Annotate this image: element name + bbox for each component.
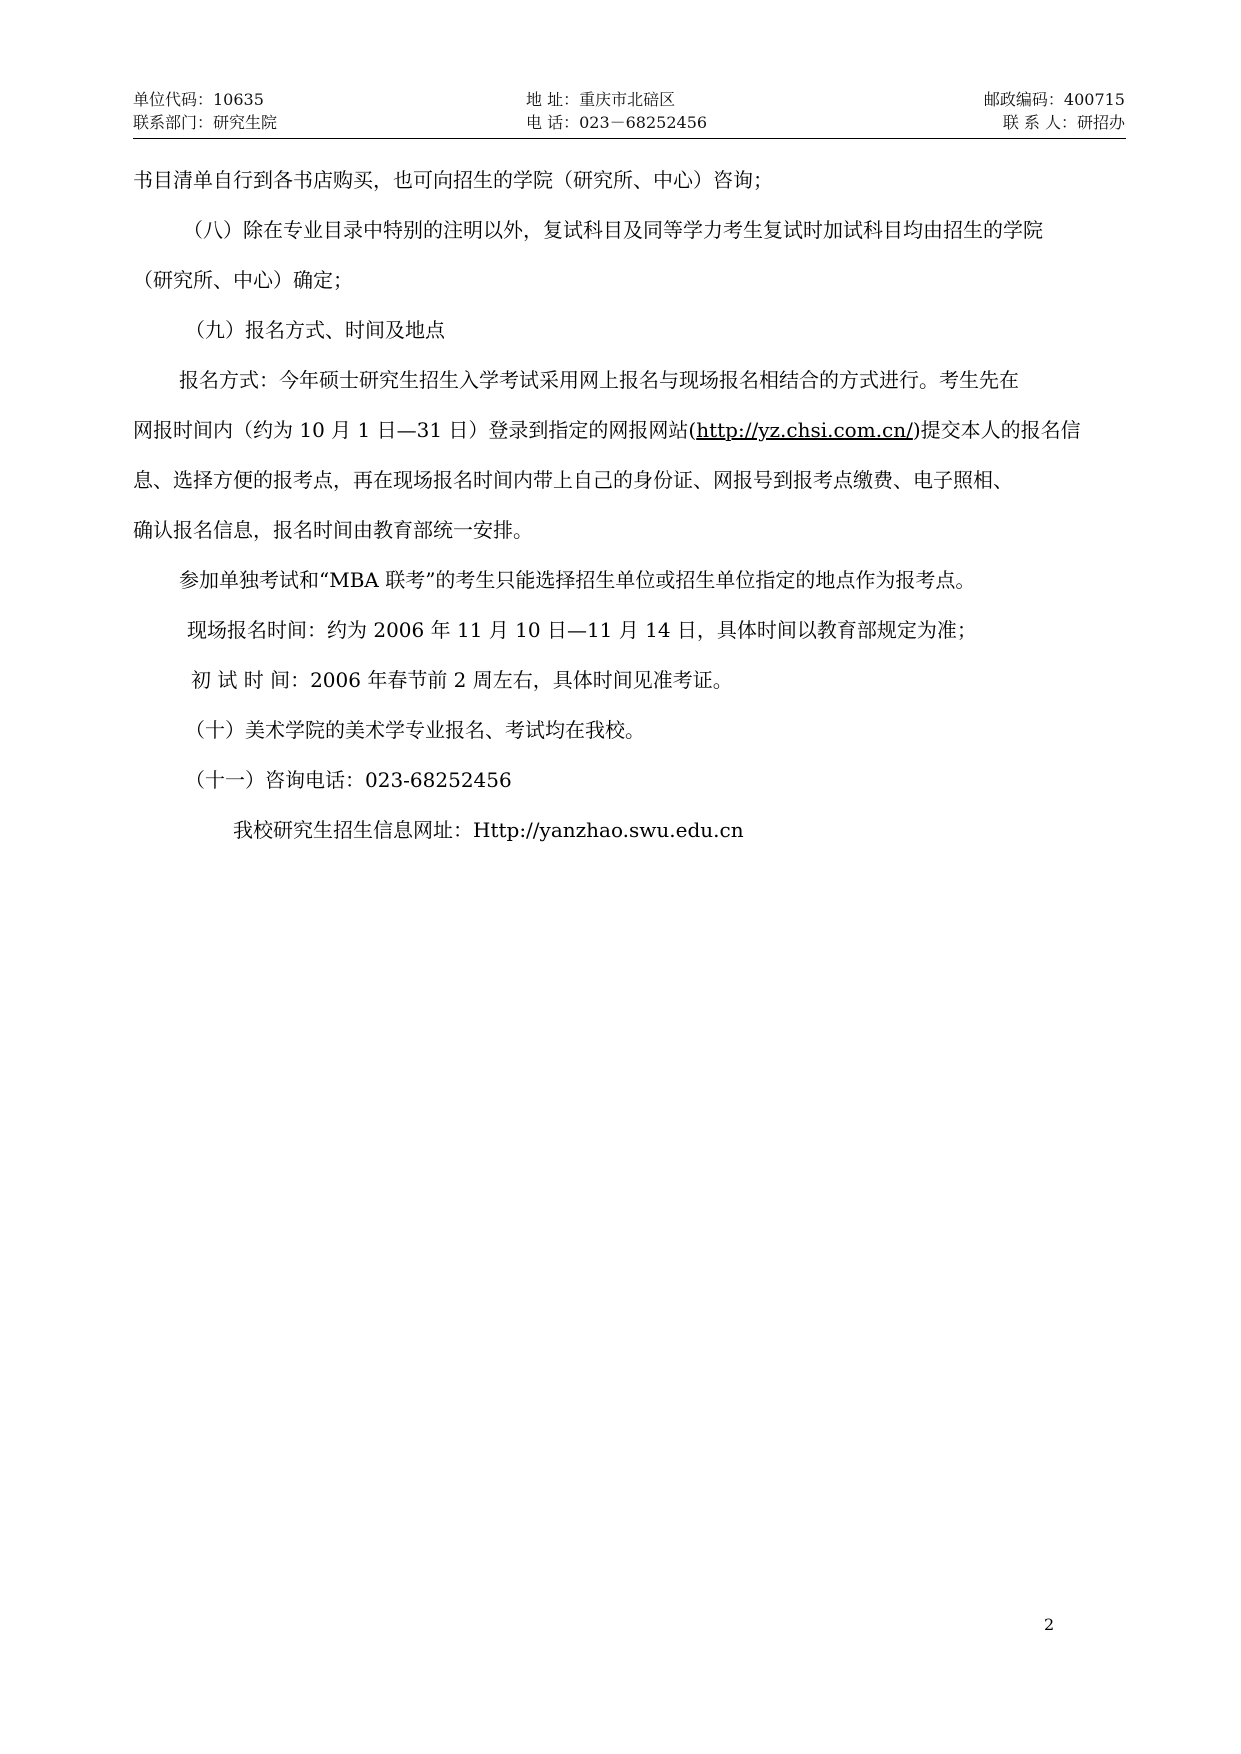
registration-line-2-text: 网报时间内（约为 10 月 1 日—31 日）登录到指定的网报网站( bbox=[133, 418, 697, 442]
exam-time: 初 试 时 间：2006 年春节前 2 周左右，具体时间见准考证。 bbox=[191, 668, 733, 692]
header-row-1 bbox=[133, 88, 1125, 111]
registration-line-2-tail: )提交本人的报名信 bbox=[912, 418, 1081, 442]
registration-line-4: 确认报名信息，报名时间由教育部统一安排。 bbox=[133, 518, 533, 542]
registration-line-1: 报名方式：今年硕士研究生招生入学考试采用网上报名与现场报名相结合的方式进行。考生先在 bbox=[179, 368, 1019, 392]
header-row-2 bbox=[133, 111, 1125, 134]
registration-line-3: 息、选择方便的报考点，再在现场报名时间内带上自己的身份证、网报号到报考点缴费、电子照相、 bbox=[133, 468, 1013, 492]
item-8-line-1: （八）除在专业目录中特别的注明以外，复试科目及同等学力考生复试时加试科目均由招生的学院 bbox=[183, 218, 1043, 242]
item-10: （十）美术学院的美术学专业报名、考试均在我校。 bbox=[185, 718, 645, 742]
header-divider bbox=[133, 138, 1126, 139]
registration-line-2 bbox=[133, 405, 1125, 455]
admission-website: 我校研究生招生信息网址：Http://yanzhao.swu.edu.cn bbox=[233, 818, 744, 842]
onsite-registration-time: 现场报名时间：约为 2006 年 11 月 10 日—11 月 14 日，具体时间以教育部规定为准； bbox=[187, 618, 977, 642]
mba-exam-note: 参加单独考试和“MBA 联考”的考生只能选择招生单位或招生单位指定的地点作为报考点。 bbox=[179, 568, 976, 592]
header-contact: 联 系 人：研招办 bbox=[1002, 113, 1125, 132]
item-11-phone: （十一）咨询电话：023-68252456 bbox=[185, 768, 512, 792]
paragraph-booklist: 书目清单自行到各书店购买，也可向招生的学院（研究所、中心）咨询； bbox=[133, 168, 773, 192]
header-department: 联系部门：研究生院 bbox=[133, 113, 278, 132]
item-8-line-2: （研究所、中心）确定； bbox=[133, 268, 353, 292]
page-header bbox=[133, 88, 1125, 134]
item-9-title: （九）报名方式、时间及地点 bbox=[185, 318, 445, 342]
document-body bbox=[133, 155, 1125, 855]
header-postcode: 邮政编码：400715 bbox=[983, 90, 1125, 109]
header-phone: 电 话：023－68252456 bbox=[526, 113, 708, 132]
header-address: 地 址：重庆市北碚区 bbox=[526, 90, 676, 109]
header-unit-code: 单位代码：10635 bbox=[133, 90, 264, 109]
page-number: 2 bbox=[1044, 1615, 1055, 1634]
chsi-website-link[interactable]: http://yz.chsi.com.cn/ bbox=[696, 418, 913, 442]
